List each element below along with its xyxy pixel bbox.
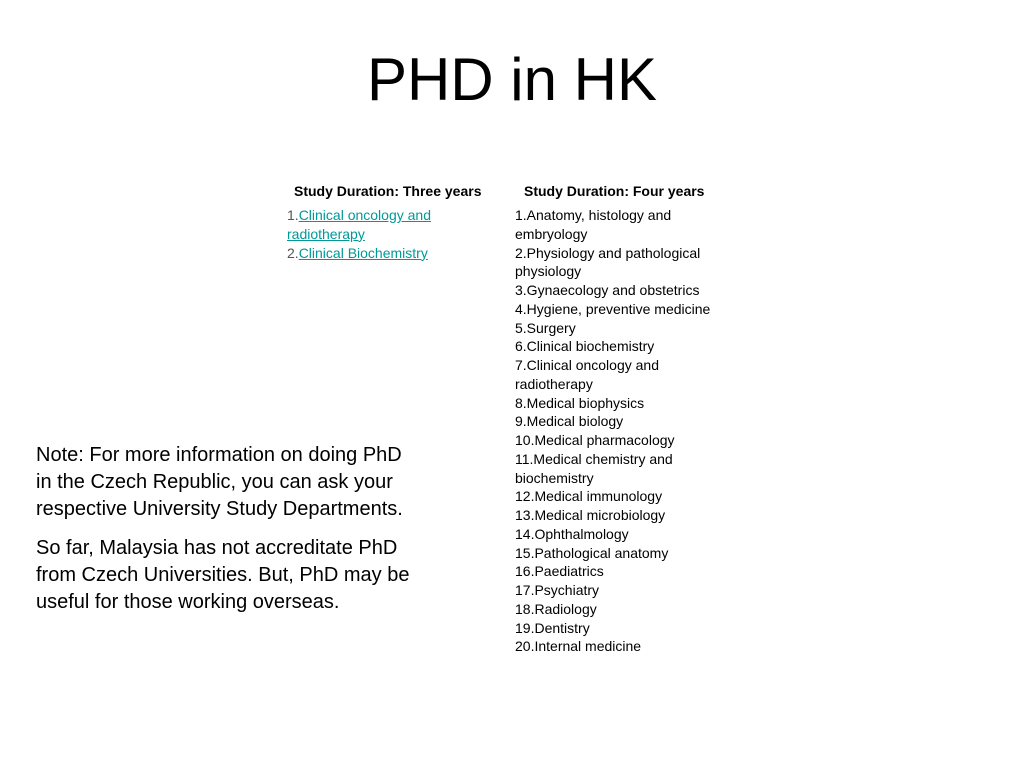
item-number: 1. xyxy=(287,207,299,223)
four-years-item: 6.Clinical biochemistry xyxy=(515,338,655,355)
clinical-biochemistry-link[interactable]: Clinical Biochemistry xyxy=(298,244,428,261)
four-years-item: 15.Pathological anatomy xyxy=(515,544,669,561)
four-years-item: 11.Medical chemistry and biochemistry xyxy=(515,450,673,486)
note-block xyxy=(36,442,416,628)
slide-title: PHD in HK xyxy=(366,46,658,113)
four-years-item: 12.Medical immunology xyxy=(515,488,663,505)
note-paragraph-1: Note: For more information on doing PhD in the Czech Republic, you can ask your respective University Study Departments. xyxy=(36,444,403,520)
four-years-item: 16.Paediatrics xyxy=(515,563,604,580)
four-years-item: 13.Medical microbiology xyxy=(515,507,666,523)
four-years-item: 17.Psychiatry xyxy=(515,582,600,598)
four-years-item: 5.Surgery xyxy=(515,319,576,336)
item-number: 2. xyxy=(287,244,299,261)
four-years-item: 20.Internal medicine xyxy=(515,638,642,655)
four-years-item: 1.Anatomy, histology and embryology xyxy=(515,207,672,242)
clinical-oncology-link[interactable]: Clinical oncology and radiotherapy xyxy=(287,207,431,242)
three-years-item xyxy=(287,206,487,244)
four-years-item: 4.Hygiene, preventive medicine xyxy=(515,300,711,317)
four-years-item: 7.Clinical oncology and radiotherapy xyxy=(515,357,659,392)
four-years-item: 19.Dentistry xyxy=(515,619,590,636)
three-years-item xyxy=(287,244,487,263)
four-years-item: 10.Medical pharmacology xyxy=(515,432,675,448)
four-years-header: Study Duration: Four years xyxy=(524,183,705,199)
four-years-item: 3.Gynaecology and obstetrics xyxy=(515,282,700,298)
four-years-item: 18.Radiology xyxy=(515,600,597,617)
four-years-item: 14.Ophthalmology xyxy=(515,525,629,542)
four-years-item: 2.Physiology and pathological physiology xyxy=(515,244,701,280)
four-years-item: 8.Medical biophysics xyxy=(515,394,645,411)
note-paragraph-2: So far, Malaysia has not accreditate PhD from Czech Universities. But, PhD may be useful for those working overseas. xyxy=(36,537,410,613)
four-years-list xyxy=(515,206,740,656)
three-years-header: Study Duration: Three years xyxy=(294,183,482,199)
three-years-list xyxy=(287,206,487,262)
four-years-item: 9.Medical biology xyxy=(515,413,624,430)
